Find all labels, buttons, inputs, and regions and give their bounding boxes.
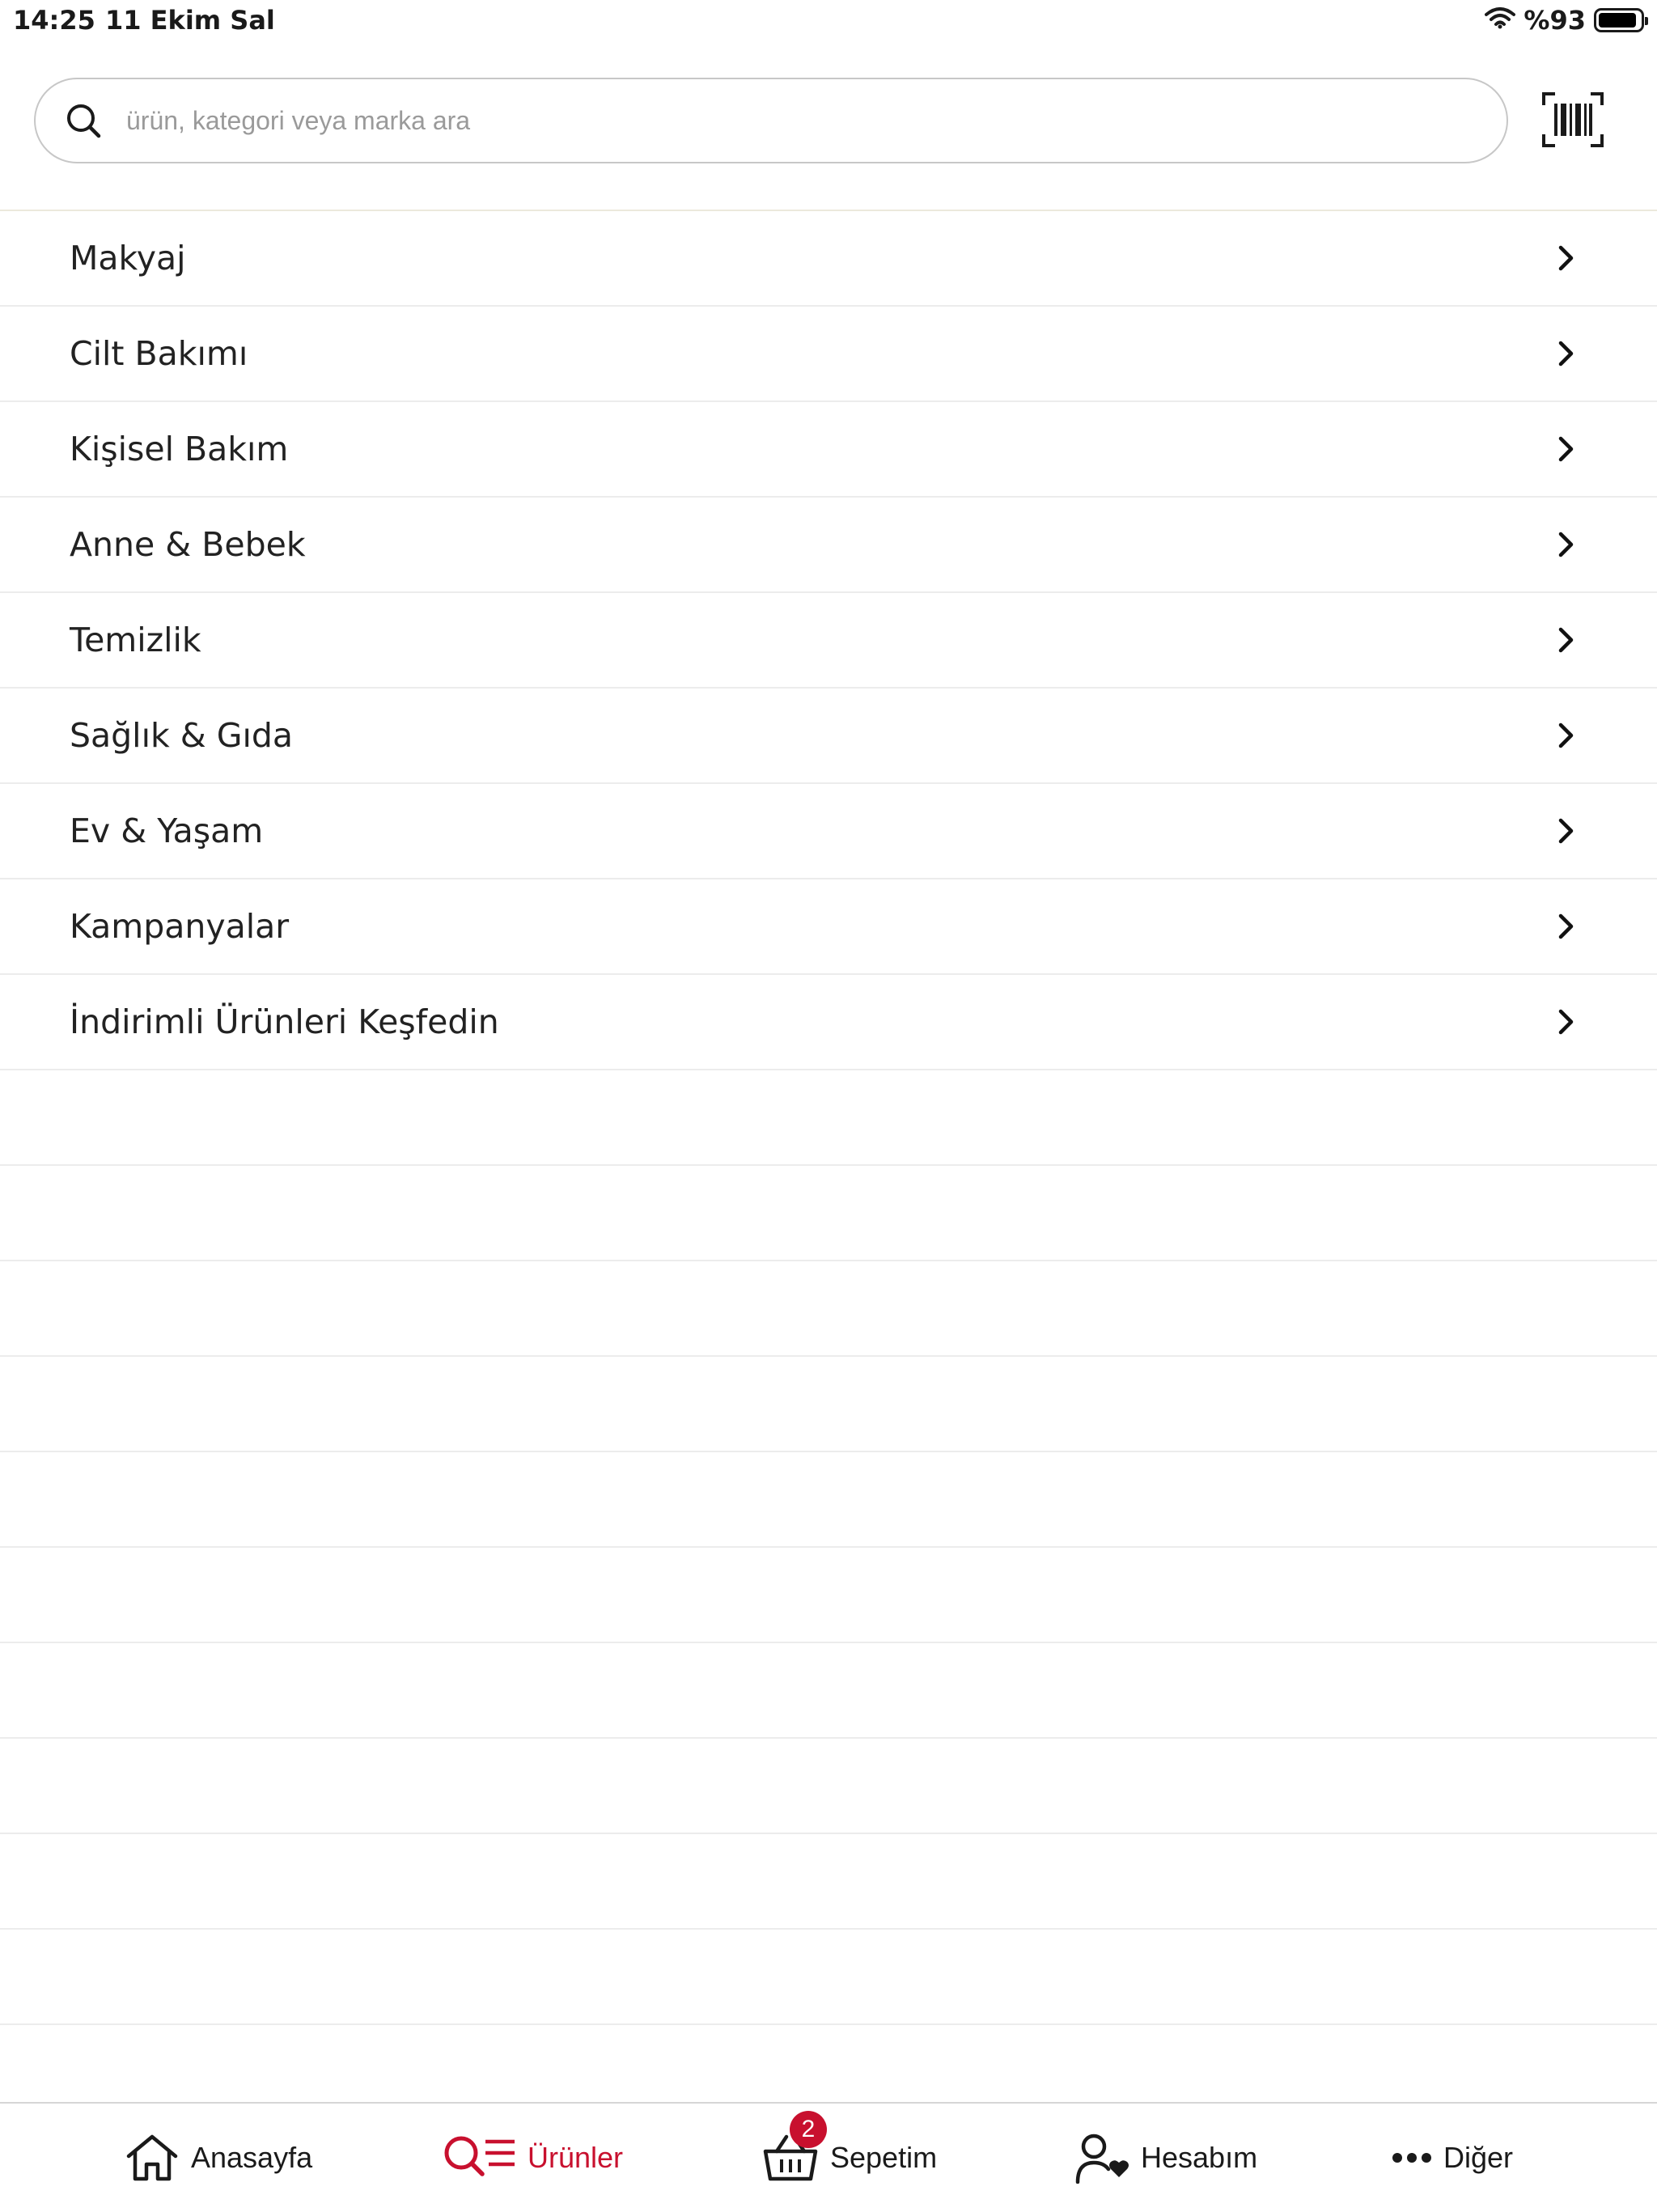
category-item-temizlik[interactable] <box>0 593 1657 689</box>
category-label: İndirimli Ürünleri Keşfedin <box>70 1002 499 1041</box>
home-icon <box>125 2132 180 2184</box>
chevron-right-icon <box>1553 528 1579 561</box>
wifi-icon <box>1485 5 1515 36</box>
category-item-kisisel-bakim[interactable] <box>0 402 1657 498</box>
tab-label: Diğer <box>1443 2141 1514 2174</box>
category-label: Temizlik <box>70 621 201 659</box>
tab-bar <box>0 2102 1657 2212</box>
category-list <box>0 211 1657 2025</box>
category-label: Makyaj <box>70 239 186 278</box>
category-item-ev-yasam[interactable] <box>0 784 1657 879</box>
tab-label: Anasayfa <box>191 2141 313 2174</box>
category-item-cilt-bakimi[interactable] <box>0 307 1657 402</box>
category-label: Anne & Bebek <box>70 525 306 564</box>
chevron-right-icon <box>1553 242 1579 274</box>
category-item-indirimli-urunler[interactable] <box>0 975 1657 1070</box>
chevron-right-icon <box>1553 910 1579 943</box>
battery-percent: %93 <box>1524 5 1586 36</box>
status-date: 11 Ekim Sal <box>105 5 275 36</box>
category-label: Kampanyalar <box>70 907 290 946</box>
empty-row <box>0 1261 1657 1357</box>
category-label: Sağlık & Gıda <box>70 716 294 755</box>
category-item-saglik-gida[interactable] <box>0 689 1657 784</box>
status-indicators <box>1485 5 1644 36</box>
empty-row <box>0 1452 1657 1548</box>
tab-sepetim[interactable] <box>762 2104 937 2212</box>
barcode-icon <box>1540 137 1605 152</box>
empty-row <box>0 1834 1657 1930</box>
battery-icon <box>1594 8 1644 32</box>
tab-anasayfa[interactable] <box>125 2104 312 2212</box>
search-icon <box>63 100 104 141</box>
empty-row <box>0 1357 1657 1452</box>
category-item-makyaj[interactable] <box>0 211 1657 307</box>
empty-row <box>0 1548 1657 1643</box>
chevron-right-icon <box>1553 337 1579 370</box>
chevron-right-icon <box>1553 1006 1579 1038</box>
tab-urunler[interactable] <box>442 2104 623 2212</box>
account-icon <box>1074 2132 1129 2184</box>
empty-row <box>0 1166 1657 1261</box>
product-search-icon <box>442 2132 516 2184</box>
category-item-anne-bebek[interactable] <box>0 498 1657 593</box>
search-input[interactable] <box>125 105 1507 137</box>
empty-row <box>0 1643 1657 1739</box>
chevron-right-icon <box>1553 815 1579 847</box>
tab-label: Sepetim <box>830 2141 938 2174</box>
basket-icon <box>762 2116 819 2184</box>
chevron-right-icon <box>1553 719 1579 752</box>
empty-row <box>0 1739 1657 1834</box>
tab-label: Hesabım <box>1141 2141 1258 2174</box>
tab-label: Ürünler <box>528 2141 624 2174</box>
cart-count-badge: 2 <box>790 2111 827 2148</box>
search-bar[interactable] <box>34 78 1508 163</box>
category-label: Ev & Yaşam <box>70 811 264 850</box>
empty-row <box>0 1930 1657 2025</box>
chevron-right-icon <box>1553 624 1579 656</box>
status-time: 14:25 <box>13 5 95 36</box>
empty-row <box>0 1070 1657 1166</box>
status-bar <box>0 0 1657 42</box>
tab-diger[interactable] <box>1392 2104 1513 2212</box>
chevron-right-icon <box>1553 433 1579 465</box>
tab-hesabim[interactable] <box>1074 2104 1257 2212</box>
barcode-scan-button[interactable] <box>1540 91 1605 149</box>
category-label: Kişisel Bakım <box>70 430 289 468</box>
more-icon <box>1392 2150 1432 2166</box>
category-item-kampanyalar[interactable] <box>0 879 1657 975</box>
category-label: Cilt Bakımı <box>70 334 248 373</box>
